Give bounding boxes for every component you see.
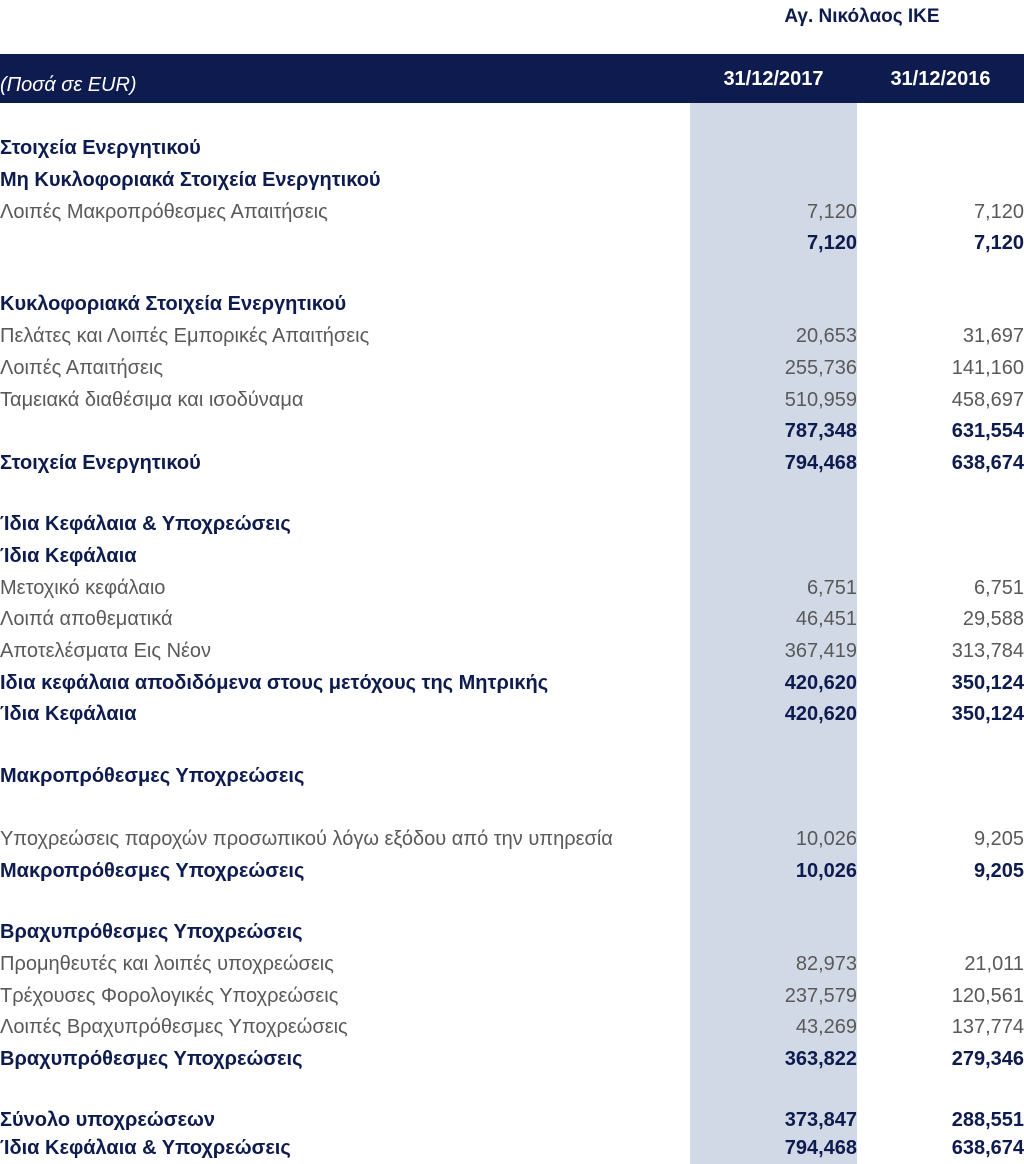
row-label: Προμηθευτές και λοιπές υποχρεώσεις	[0, 953, 334, 975]
table-row-total	[0, 1043, 1024, 1075]
table-row-total	[0, 667, 1024, 699]
row-label: Υποχρεώσεις παροχών προσωπικού λόγω εξόδου από την υπηρεσία	[0, 828, 613, 850]
table-row	[0, 980, 1024, 1012]
table-row-grand-total	[0, 1132, 1024, 1164]
row-label: Μακροπρόθεσμες Υποχρεώσεις	[0, 765, 305, 787]
value-2016: 631,554	[951, 420, 1024, 442]
value-2016: 6,751	[973, 577, 1024, 599]
value-2016: 7,120	[973, 201, 1024, 223]
row-label: Λοιπές Μακροπρόθεσμες Απαιτήσεις	[0, 201, 328, 223]
row-label: Λοιπές Βραχυπρόθεσμες Υποχρεώσεις	[0, 1016, 348, 1038]
value-2017: 367,419	[784, 640, 857, 662]
value-2017: 10,026	[795, 860, 857, 882]
value-2016: 638,674	[951, 1137, 1024, 1159]
row-label: Πελάτες και Λοιπές Εμπορικές Απαιτήσεις	[0, 325, 370, 347]
value-2016: 638,674	[951, 452, 1024, 474]
value-2016: 7,120	[973, 232, 1024, 254]
value-2016: 458,697	[951, 389, 1024, 411]
table-row	[0, 1011, 1024, 1043]
value-2017: 363,822	[784, 1048, 857, 1070]
row-label: Λοιπές Απαιτήσεις	[0, 357, 163, 379]
row-label: Ιδια κεφάλαια αποδιδόμενα στους μετόχους της Μητρικής	[0, 672, 549, 694]
column-header-2016: 31/12/2016	[890, 68, 991, 90]
row-label: Στοιχεία Ενεργητικού	[0, 137, 201, 159]
value-2016: 9,205	[973, 828, 1024, 850]
row-label: Ίδια Κεφάλαια & Υποχρεώσεις	[0, 513, 291, 535]
table-row-section-title	[0, 288, 1024, 320]
table-row-section-title	[0, 508, 1024, 540]
value-2016: 141,160	[951, 357, 1024, 379]
value-2017: 373,847	[784, 1109, 857, 1131]
row-label: Ίδια Κεφάλαια & Υποχρεώσεις	[0, 1137, 291, 1159]
row-label: Σύνολο υποχρεώσεων	[0, 1109, 215, 1131]
value-2016: 29,588	[962, 608, 1024, 630]
company-name: Αγ. Νικόλαος ΙΚΕ	[784, 6, 940, 27]
row-label: Ίδια Κεφάλαια	[0, 703, 137, 725]
table-row	[0, 320, 1024, 352]
column-header-2017: 31/12/2017	[723, 68, 824, 90]
value-2017: 794,468	[784, 452, 857, 474]
value-2016: 31,697	[962, 325, 1024, 347]
row-label: Ταμειακά διαθέσιμα και ισοδύναμα	[0, 389, 304, 411]
table-row	[0, 196, 1024, 228]
value-2017: 82,973	[795, 953, 857, 975]
row-label: Μακροπρόθεσμες Υποχρεώσεις	[0, 860, 305, 882]
currency-label: (Ποσά σε EUR)	[0, 74, 137, 96]
row-label: Ίδια Κεφάλαια	[0, 545, 137, 567]
value-2016: 120,561	[951, 985, 1024, 1007]
table-row	[0, 948, 1024, 980]
value-2017: 787,348	[784, 420, 857, 442]
value-2017: 794,468	[784, 1137, 857, 1159]
row-label: Τρέχουσες Φορολογικές Υποχρεώσεις	[0, 985, 339, 1007]
table-header	[0, 54, 1024, 103]
table-row	[0, 823, 1024, 855]
row-label: Μη Κυκλοφοριακά Στοιχεία Ενεργητικού	[0, 169, 381, 191]
table-row-total	[0, 855, 1024, 887]
value-2017: 510,959	[784, 389, 857, 411]
table-row	[0, 352, 1024, 384]
table-row-section-title	[0, 916, 1024, 948]
value-2017: 7,120	[806, 201, 857, 223]
table-row-section-title	[0, 132, 1024, 164]
table-row	[0, 572, 1024, 604]
table-row	[0, 635, 1024, 667]
table-row-total	[0, 447, 1024, 479]
row-label: Βραχυπρόθεσμες Υποχρεώσεις	[0, 1048, 303, 1070]
value-2017: 10,026	[795, 828, 857, 850]
table-row-total	[0, 698, 1024, 730]
value-2017: 420,620	[784, 703, 857, 725]
table-row-subtotal	[0, 415, 1024, 447]
value-2016: 9,205	[973, 860, 1024, 882]
table-row-subtotal	[0, 227, 1024, 259]
value-2016: 288,551	[951, 1109, 1024, 1131]
value-2017: 6,751	[806, 577, 857, 599]
table-row-section-title	[0, 540, 1024, 572]
value-2017: 20,653	[795, 325, 857, 347]
value-2016: 21,011	[964, 953, 1024, 975]
value-2017: 46,451	[795, 608, 857, 630]
value-2017: 43,269	[795, 1016, 857, 1038]
row-label: Μετοχικό κεφάλαιο	[0, 577, 166, 599]
value-2017: 7,120	[806, 232, 857, 254]
row-label: Αποτελέσματα Εις Νέον	[0, 640, 212, 662]
value-2016: 350,124	[951, 672, 1024, 694]
value-2017: 420,620	[784, 672, 857, 694]
row-label: Στοιχεία Ενεργητικού	[0, 452, 201, 474]
table-row	[0, 384, 1024, 416]
row-label: Κυκλοφοριακά Στοιχεία Ενεργητικού	[0, 293, 347, 315]
value-2017: 237,579	[784, 985, 857, 1007]
table-row-section-title	[0, 760, 1024, 792]
value-2016: 313,784	[951, 640, 1024, 662]
value-2017: 255,736	[784, 357, 857, 379]
row-label: Βραχυπρόθεσμες Υποχρεώσεις	[0, 921, 303, 943]
value-2016: 137,774	[951, 1016, 1024, 1038]
table-row-section-title	[0, 164, 1024, 196]
row-label: Λοιπά αποθεματικά	[0, 608, 173, 630]
value-2016: 279,346	[951, 1048, 1024, 1070]
value-2016: 350,124	[951, 703, 1024, 725]
table-row	[0, 603, 1024, 635]
